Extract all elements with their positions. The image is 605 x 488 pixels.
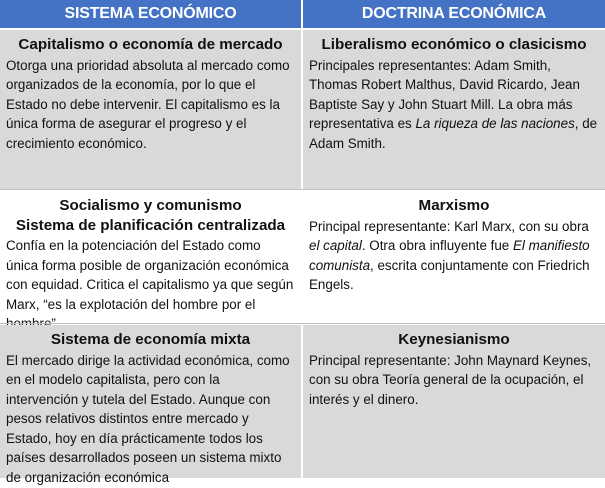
cell-socialismo (0, 191, 301, 323)
cell-title: Capitalismo o economía de mercado (18, 36, 283, 53)
column-divider (301, 0, 303, 478)
cell-body: Principal representante: John Maynard Keynes, con su obra Teoría general de la ocupación, el interés y el dinero. (309, 352, 592, 407)
cell-title: Sistema de economía mixta (50, 331, 251, 348)
row-divider (0, 189, 605, 190)
body-text: , de Adam Smith. (309, 116, 598, 151)
cell-liberalismo (303, 30, 605, 189)
book-title: La riqueza de las naciones (415, 116, 575, 132)
cell-body (309, 56, 599, 154)
cell-body (309, 217, 599, 295)
book-title: el capital (309, 238, 362, 254)
cell-title: Marxismo (418, 197, 490, 214)
row-divider (0, 323, 605, 324)
header-doctrina-economica: DOCTRINA ECONÓMICA (303, 0, 605, 28)
header-sistema-economico: SISTEMA ECONÓMICO (0, 0, 301, 28)
cell-body: El mercado dirige la actividad económica, como en el modelo capitalista, pero con la intervención y tutela del Estado. Aunque con pesos relativos distintos entre mercado y Estado, hoy en día prácticamente todos los países desarrollados poseen un sistema mixto de organización económica (6, 352, 290, 486)
body-text: , escrita conjuntamente con Friedrich Engels. (309, 257, 590, 293)
cell-title: Keynesianismo (398, 331, 510, 348)
cell-subtitle: Sistema de planificación centralizada (15, 216, 286, 234)
body-text: Principales representantes: Adam Smith, Thomas Robert Malthus, David Ricardo, Jean Baptiste Say y John Stuart Mill. La obra más representativa es (309, 57, 580, 132)
body-text: . Otra obra influyente fue (361, 238, 513, 254)
body-text: Principal representante: Karl Marx, con su obra (309, 218, 589, 234)
cell-body: Otorga una prioridad absoluta al mercado como organizados de la economía, por lo que el Estado no debe intervenir. El capitalismo es la única forma de asegurar el progreso y el crecimiento económico. (6, 57, 290, 151)
cell-keynesianismo (303, 325, 605, 478)
book-title: El manifiesto comunista (309, 238, 590, 273)
cell-title: Socialismo y comunismo (59, 197, 242, 214)
cell-marxismo (303, 191, 605, 323)
row-divider (0, 28, 605, 30)
cell-economia-mixta (0, 325, 301, 486)
cell-capitalismo (0, 30, 301, 189)
cell-title: Liberalismo económico o clasicismo (321, 36, 587, 53)
cell-body: Confía en la potenciación del Estado como única forma posible de organización económica con equidad. Critica el capitalismo ya que según Marx, “es la explotación del hombre por el (6, 238, 294, 312)
